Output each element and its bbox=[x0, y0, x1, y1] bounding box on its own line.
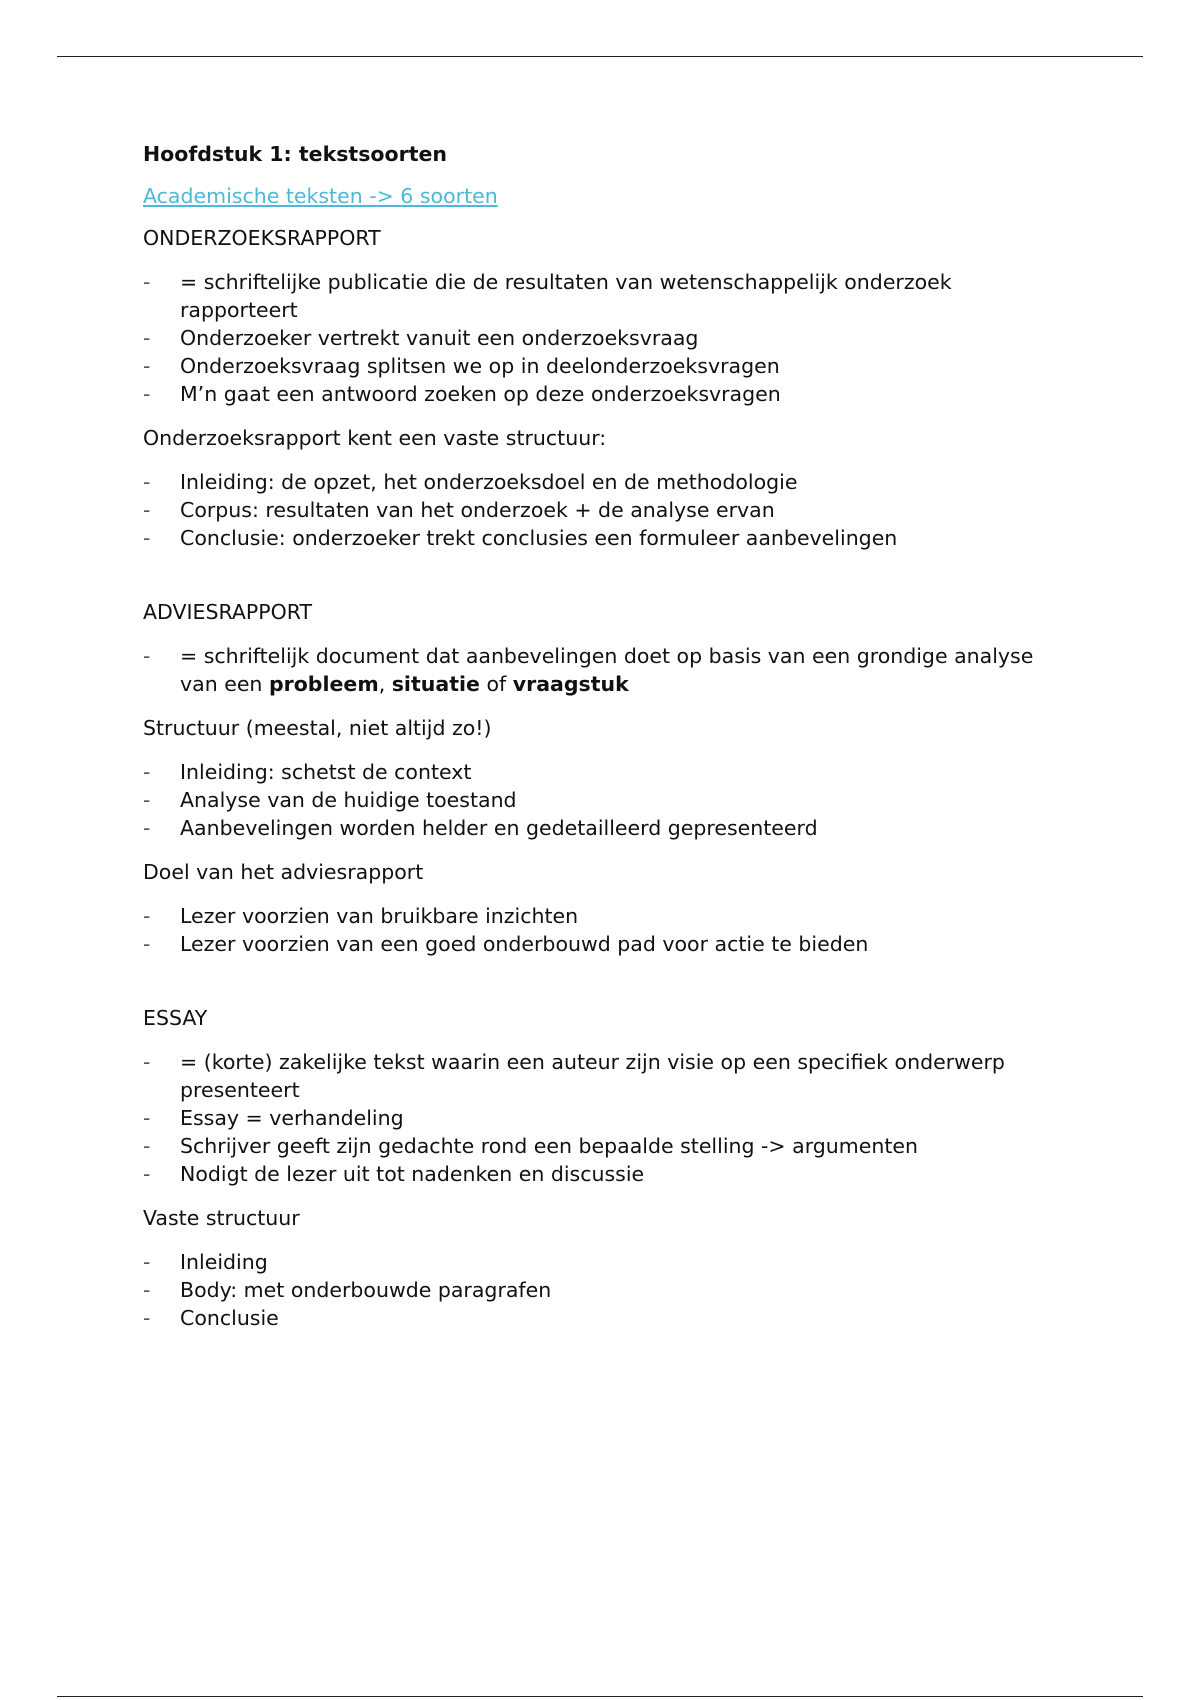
bullet-dash: - bbox=[143, 1134, 151, 1158]
bullet-dash: - bbox=[143, 816, 151, 840]
essay-bullets bbox=[143, 1048, 1063, 1188]
subtitle-link[interactable]: Academische teksten -> 6 soorten bbox=[143, 184, 498, 208]
document-body bbox=[143, 140, 1063, 1348]
essay-structure-bullets bbox=[143, 1248, 1063, 1332]
bullet-dash: - bbox=[143, 526, 151, 550]
section-spacer bbox=[143, 568, 1063, 598]
list-item: - Inleiding: de opzet, het onderzoeksdoel en de methodologie bbox=[143, 470, 798, 494]
bullet-dash: - bbox=[143, 760, 151, 784]
bullet-dash: - bbox=[143, 326, 151, 350]
bullet-dash: - bbox=[143, 270, 151, 294]
list-item: - Inleiding: schetst de context bbox=[143, 760, 472, 784]
bullet-dash: - bbox=[143, 644, 151, 668]
list-item: - Body: met onderbouwde paragrafen bbox=[143, 1278, 552, 1302]
list-item: - Aanbevelingen worden helder en gedetailleerd gepresenteerd bbox=[143, 816, 818, 840]
list-item: - Lezer voorzien van een goed onderbouwd pad voor actie te bieden bbox=[143, 932, 869, 956]
list-item: - Onderzoeksvraag splitsen we op in deelonderzoeksvragen bbox=[143, 354, 780, 378]
section-label-essay: ESSAY bbox=[143, 1006, 208, 1030]
list-item: - Schrijver geeft zijn gedachte rond een bepaalde stelling -> argumenten bbox=[143, 1134, 918, 1158]
bullet-dash: - bbox=[143, 1278, 151, 1302]
list-item: - = schriftelijke publicatie die de resultaten van wetenschappelijk onderzoek rapporteert bbox=[143, 270, 952, 322]
list-item: - = schriftelijk document dat aanbevelingen doet op basis van een grondige analyse van een probleem, situatie of vraagstuk bbox=[143, 644, 1034, 696]
list-item: - Analyse van de huidige toestand bbox=[143, 788, 517, 812]
list-item: - M’n gaat een antwoord zoeken op deze onderzoeksvragen bbox=[143, 382, 781, 406]
list-item: - Conclusie bbox=[143, 1306, 279, 1330]
list-item: - Inleiding bbox=[143, 1250, 268, 1274]
bullet-dash: - bbox=[143, 470, 151, 494]
list-item: - Corpus: resultaten van het onderzoek + de analyse ervan bbox=[143, 498, 775, 522]
adviesrapport-definition bbox=[143, 642, 1063, 698]
chapter-title: Hoofdstuk 1: tekstsoorten bbox=[143, 142, 447, 166]
bullet-dash: - bbox=[143, 1106, 151, 1130]
onderzoeksrapport-bullets bbox=[143, 268, 1063, 408]
adviesrapport-goal-intro: Doel van het adviesrapport bbox=[143, 860, 424, 884]
bullet-dash: - bbox=[143, 1162, 151, 1186]
list-item: - Lezer voorzien van bruikbare inzichten bbox=[143, 904, 579, 928]
bullet-dash: - bbox=[143, 1306, 151, 1330]
term-probleem: probleem bbox=[268, 672, 379, 696]
list-item: - Onderzoeker vertrekt vanuit een onderzoeksvraag bbox=[143, 326, 699, 350]
bullet-dash: - bbox=[143, 904, 151, 928]
list-item: - Conclusie: onderzoeker trekt conclusies een formuleer aanbevelingen bbox=[143, 526, 898, 550]
bullet-dash: - bbox=[143, 1050, 151, 1074]
term-situatie: situatie bbox=[391, 672, 480, 696]
onderzoeksrapport-structure-bullets bbox=[143, 468, 1063, 552]
bullet-dash: - bbox=[143, 354, 151, 378]
bullet-dash: - bbox=[143, 382, 151, 406]
section-spacer bbox=[143, 974, 1063, 1004]
section-label-onderzoeksrapport: ONDERZOEKSRAPPORT bbox=[143, 226, 381, 250]
term-vraagstuk: vraagstuk bbox=[512, 672, 629, 696]
header-rule bbox=[57, 56, 1143, 57]
adviesrapport-structure-intro: Structuur (meestal, niet altijd zo!) bbox=[143, 716, 492, 740]
adviesrapport-structure-bullets bbox=[143, 758, 1063, 842]
list-item: - Nodigt de lezer uit tot nadenken en discussie bbox=[143, 1162, 645, 1186]
bullet-dash: - bbox=[143, 932, 151, 956]
bullet-dash: - bbox=[143, 498, 151, 522]
bullet-dash: - bbox=[143, 1250, 151, 1274]
section-label-adviesrapport: ADVIESRAPPORT bbox=[143, 600, 313, 624]
essay-structure-intro: Vaste structuur bbox=[143, 1206, 300, 1230]
onderzoeksrapport-structure-intro: Onderzoeksrapport kent een vaste structuur: bbox=[143, 426, 607, 450]
bullet-dash: - bbox=[143, 788, 151, 812]
footer-rule bbox=[57, 1696, 1143, 1697]
list-item: - Essay = verhandeling bbox=[143, 1106, 404, 1130]
adviesrapport-goal-bullets bbox=[143, 902, 1063, 958]
list-item: - = (korte) zakelijke tekst waarin een auteur zijn visie op een specifiek onderwerp presenteert bbox=[143, 1050, 1005, 1102]
